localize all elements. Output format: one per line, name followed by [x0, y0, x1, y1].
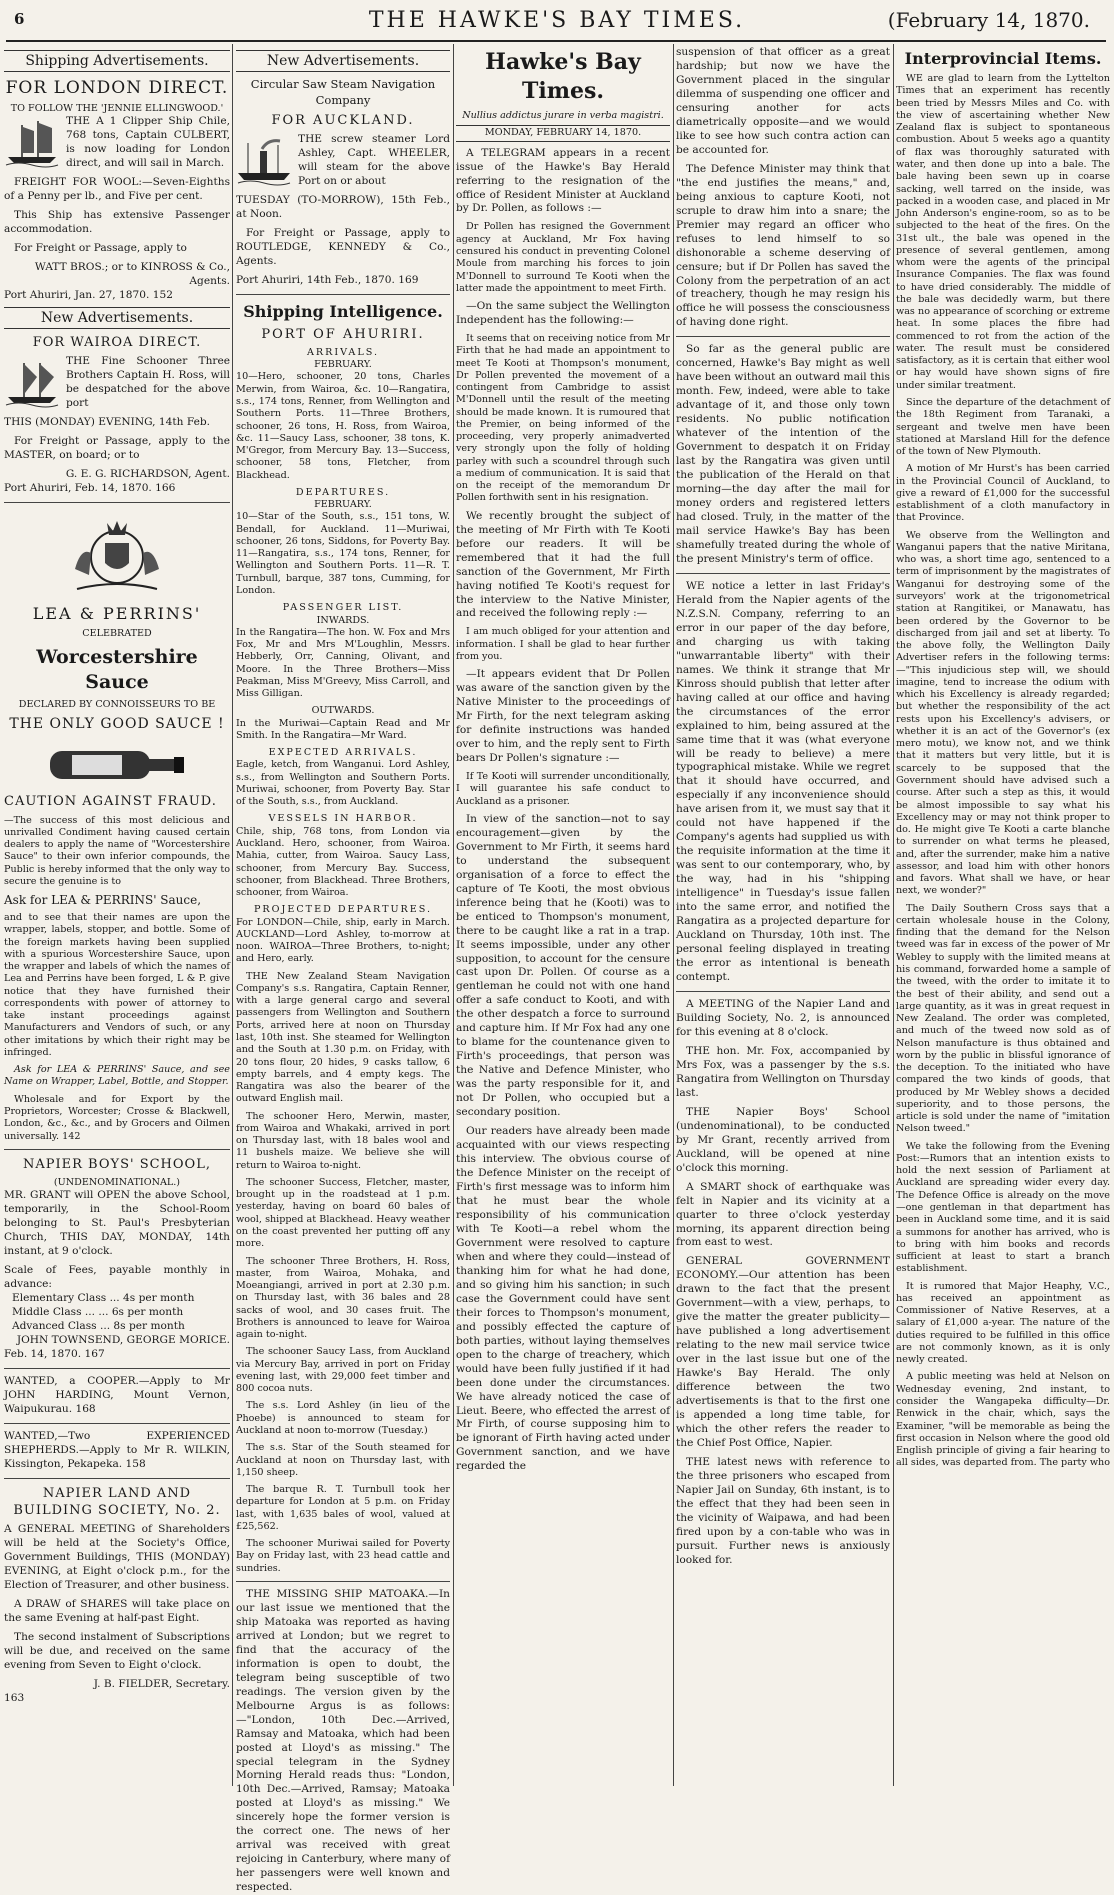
news-item: The s.s. Star of the South steamed for Auckland at noon on Thursday last, with 1,150 sheep.	[236, 1442, 450, 1478]
lp-name: LEA & PERRINS'	[32, 604, 202, 624]
editorial-para: WE notice a letter in last Friday's Herald from the Napier agents of the N.Z.S.N. Company, referring to an error in our paper of the day before, and charging us with taking "unwarrantable liberty" with their names. We think it strange that Mr Kinross should publish that letter after having called at our office and having the circumstances of the error explained to him, being assured at the same time that it was (what everyone will be ready to believe) a mere typographical mistake. While we regret that it should have occurred, and especially if any inconvenience should have arisen from it, we must say that it could not have happened if the Company's agents had supplied us with the requisite information at the time it was sent to our contemporary, who, by the way, had in his "shipping intelligence" in Tuesday's issue fallen into the same error, and notified the Rangatira as a projected departure for Auckland on Thursday, 10th inst. The personal feeling displayed in treating the error as intentional is beneath contempt.	[676, 579, 890, 983]
land-instalment: The second instalment of Subscriptions will be due, and received on the same evening from Seven to Eight o'clock.	[4, 1630, 230, 1671]
fee-row: Middle Class ... ... 6s per month	[12, 1305, 184, 1318]
land-body: A GENERAL MEETING of Shareholders will be held at the Society's Office, Government Buildings, THIS (MONDAY) EVENING, at Eight o'clock p.m., for the Election of Treasurer, and other business.	[4, 1522, 230, 1591]
london-ad-agents: WATT BROS.; or to KINROSS & Co., Agents.	[34, 260, 230, 287]
lp-celebrated: CELEBRATED	[82, 628, 152, 640]
london-ad-apply: For Freight or Passage, apply to	[14, 241, 187, 254]
local-item: A MEETING of the Napier Land and Building Society, No. 2, is announced for this evening at 8 o'clock.	[676, 997, 890, 1038]
fee-row: Elementary Class ... 4s per month	[12, 1291, 195, 1304]
editorial-date: MONDAY, FEBRUARY 14, 1870.	[456, 125, 670, 141]
outwards-list: In the Muriwai—Captain Read and Mr Smith. In the Rangatira—Mr Ward.	[236, 717, 450, 741]
interprovincial-title: Interprovincial Items.	[904, 49, 1102, 68]
projected-list: For LONDON—Chile, ship, early in March. AUCKLAND—Lord Ashley, to-morrow at noon. WAIROA—Three Brothers, to-night; and Hero, early.	[236, 916, 450, 965]
news-item: The barque R. T. Turnbull took her departure for London at 5 p.m. on Friday last, with 1,635 bales of wool, valued at £25,562.	[236, 1484, 450, 1532]
lp-ask: Ask for LEA & PERRINS' Sauce,	[4, 893, 202, 908]
column-divider	[453, 44, 454, 1786]
csn-body: THE screw steamer Lord Ashley, Capt. WHEELER, will steam for the above Port on or about	[298, 132, 450, 187]
expected-heading: EXPECTED ARRIVALS.	[268, 747, 418, 759]
divider	[676, 991, 890, 992]
news-item: The schooner Saucy Lass, from Auckland via Mercury Bay, arrived in port on Friday evening last, with 29,000 feet timber and 800 cocoa nuts.	[236, 1346, 450, 1395]
motto: Nullius addictus jurare in verba magistri.	[462, 110, 664, 122]
departures-month: FEBRUARY.	[314, 499, 372, 511]
editorial-para: suspension of that officer as a great hardship; but now we have the Government placed in the singular dilemma of suspending one officer and censuring another for acts diametrically opposite—and we would like to see how such contra action can be accounted for.	[676, 46, 890, 156]
school-fees	[4, 1292, 230, 1334]
departures-heading: DEPARTURES.	[295, 486, 391, 498]
masthead-rule	[6, 40, 1106, 42]
interprovincial-item: We observe from the Wellington and Wanganui papers that the native Miritana, who was, a short time ago, sentenced to a term of imprisonment by the magistrates of Wanganui for destroying some of the surveyors' work at the trigonometrical station at Rangitikei, or Manawatu, has been ordered by the Governor to be discharged from jail and set at liberty. To the above folly, the Wellington Daily Advertiser refers in the following terms:—"This injudicious step will, we should imagine, tend to increase the odium with which his Excellency is already regarded; but whether the responsibility of the act rests upon his Excellency's advisers, or whether it is an act of the Governor's (ex mero motu), we know not, and we think that it matters but very little, but it is scarcely to be supposed that the Government should have advised such a course. After such a step as this, it would be almost impossible to say what his Excellency may or may not think proper to do. He might give Te Kooti a carte blanche to surrender on what terms he pleased, and, after the surrender, make him a native assessor, and load him with other honors and favors. What shall we have, or hear next, we wonder?"	[896, 529, 1110, 897]
school-heading: NAPIER BOYS' SCHOOL,	[23, 1156, 211, 1172]
editorial-para: We recently brought the subject of the meeting of Mr Firth with Te Kooti before our readers. It will be remembered that it had the full sanction of the Government, Mr Firth having notified Te Kooti's request for the interview to the Native Minister, and received the following reply :—	[456, 509, 670, 620]
csn-for: FOR AUCKLAND.	[271, 112, 415, 128]
london-ad-freight: FREIGHT FOR WOOL:—Seven-Eighths of a Penny per lb., and Five per cent.	[4, 176, 230, 203]
land-heading: NAPIER LAND AND BUILDING SOCIETY, No. 2.	[13, 1485, 221, 1518]
london-ad-sub: TO FOLLOW THE 'JENNIE ELLINGWOOD.'	[10, 102, 224, 114]
news-item: The schooner Success, Fletcher, master, brought up in the roadstead at 1 p.m. yesterday, having on board 60 bales of wool, shipped at Blackhead. Heavy weather on the coast prevented her putting off any more.	[236, 1176, 450, 1250]
wairoa-ad-when: THIS (MONDAY) EVENING, 14th Feb.	[4, 416, 211, 429]
expected-list: Eagle, ketch, from Wanganui. Lord Ashley, s.s., from Wellington and Southern Ports. Muriwai, schooner, from Poverty Bay. Star of the South, s.s., from Auckland.	[236, 759, 450, 808]
page-number: 6	[14, 10, 25, 28]
csn-when: TUESDAY (TO-MORROW), 15th Feb., at Noon.	[236, 193, 450, 220]
steamer-icon	[236, 135, 292, 185]
divider	[4, 1149, 230, 1150]
harbor-heading: VESSELS IN HARBOR.	[268, 813, 418, 825]
wairoa-ad-apply: For Freight or Passage, apply to the MASTER, on board; or to	[4, 435, 230, 462]
editorial-para: —It appears evident that Dr Pollen was aware of the sanction given by the Native Minister to the proceedings of Mr Firth, for the next telegram asking for definite instructions was handed over to him, and the reply sent to Firth bears Dr Pollen's signature :—	[456, 668, 670, 765]
arrivals-month: FEBRUARY.	[314, 359, 372, 371]
interprovincial-item: A public meeting was held at Nelson on Wednesday evening, 2nd instant, to consider the Wangapeka difficulty—Dr. Renwick in the chair, which, says the Examiner, "will be memorable as being the first occasion in Nelson where the good old English principle of giving a fair hearing to all sides, was departed from. The party who	[896, 1371, 1110, 1469]
section-heading: New Advertisements.	[4, 307, 230, 329]
column-1	[4, 46, 230, 1786]
inwards-heading: INWARDS.	[316, 614, 370, 626]
shipping-intelligence-title: Shipping Intelligence.	[243, 301, 443, 321]
column-divider	[673, 44, 674, 1786]
local-item: A SMART shock of earthquake was felt in Napier and its vicinity at a quarter to three o'clock yesterday morning, its apparent direction being from east to west.	[676, 1180, 890, 1249]
harbor-list: Chile, ship, 768 tons, from London via Auckland. Hero, schooner, from Wairoa. Mahia, cutter, from Wairoa. Saucy Lass, schooner, from Mercury Bay. Success, schooner, from Blackhead. Three Brothers, schooner, from Wairoa.	[236, 825, 450, 899]
outwards-heading: OUTWARDS.	[311, 705, 375, 717]
arrivals-heading: ARRIVALS.	[306, 346, 380, 358]
masthead	[0, 0, 1114, 40]
local-item: GENERAL GOVERNMENT ECONOMY.—Our attention has been drawn to the fact that the present Government—with a view, perhaps, to give the matter the greater publicity—have published a long advertisement relating to the new mail service twice over in the last issue but one of the Hawke's Bay Herald. The only difference between the two advertisements is that to the first one is appended a long time table, for which the other refers the reader to the Chief Post Office, Napier.	[676, 1255, 890, 1450]
news-item: The schooner Muriwai sailed for Poverty Bay on Friday last, with 23 head cattle and sundries.	[236, 1538, 450, 1574]
section-heading: Shipping Advertisements.	[4, 50, 230, 72]
london-ad-body: THE A 1 Clipper Ship Chile, 768 tons, Captain CULBERT, is now loading for London direct, and will sail in March.	[66, 115, 230, 170]
local-item: THE Napier Boys' School (undenominational), to be conducted by Mr Grant, recently arrived from Auckland, will be opened at nine o'clock this morning.	[676, 1105, 890, 1174]
land-footer: 163	[4, 1691, 25, 1704]
lp-caution: CAUTION AGAINST FRAUD.	[4, 794, 217, 810]
divider	[236, 1581, 450, 1582]
cooper-ad: WANTED, a COOPER.—Apply to Mr JOHN HARDING, Mount Vernon, Waipukurau. 168	[4, 1374, 230, 1415]
ship-icon	[4, 117, 60, 167]
london-ad-heading: FOR LONDON DIRECT.	[5, 78, 229, 99]
interprovincial-item: It is rumored that Major Heaphy, V.C., has received an appointment as Commissioner of Native Reserves, at a salary of £1,000 a-year. The nature of the duties required to be fulfilled in this office are not commonly known, as it is only newly created.	[896, 1280, 1110, 1366]
school-body: MR. GRANT will OPEN the above School, temporarily, in the School-Room belonging to St. Paul's Presbyterian Church, THIS DAY, MONDAY, 14th instant, at 9 o'clock.	[4, 1189, 230, 1258]
editorial-quote: It seems that on receiving notice from Mr Firth that he had made an appointment to meet Te Kooti at Thompson's monument, Dr Pollen prevented the movement of a contingent from Cambridge to assist M'Donnell until the result of the meeting should be made known. It is rumoured that the Premier, on being informed of the proceeding, very properly animadverted very strongly upon the folly of holding parley with such a scoundrel through such a medium of communication. It is said that on the receipt of the memorandum Dr Pollen forthwith sent in his resignation.	[456, 332, 670, 504]
school-fees-title: Scale of Fees, payable monthly in advance:	[4, 1264, 230, 1290]
editorial-quote: If Te Kooti will surrender unconditionally, I will guarantee his safe conduct to Auckland as a prisoner.	[456, 771, 670, 807]
divider	[4, 502, 230, 503]
land-sign: J. B. FIELDER, Secretary.	[93, 1677, 230, 1690]
masthead-title: THE HAWKE'S BAY TIMES.	[368, 8, 746, 33]
shipping-news	[236, 971, 450, 1575]
land-draw: A DRAW of SHARES will take place on the same Evening at half-past Eight.	[4, 1597, 230, 1624]
port-heading: PORT OF AHURIRI.	[261, 326, 425, 342]
royal-crest-icon	[57, 509, 177, 599]
lp-wholesale: Wholesale and for Export by the Proprietors, Worcester; Crosse & Blackwell, London, &c., &c., and by Grocers and Oilmen universally. 142	[4, 1093, 230, 1142]
arrivals-list: 10—Hero, schooner, 20 tons, Charles Merwin, from Wairoa, &c. 10—Rangatira, s.s., 174 tons, Renner, from Wellington and Southern Ports. 11—Three Brothers, schooner, 26 tons, H. Ross, from Wairoa, &c. 11—Saucy Lass, schooner, 38 tons, K. M'Gregor, from Mercury Bay. 13—Success, schooner, 58 tons, Fletcher, from Blackhead.	[236, 371, 450, 481]
passenger-heading: PASSENGER LIST.	[282, 602, 404, 614]
news-item: The schooner Three Brothers, H. Ross, master, from Wairoa, Mohaka, and Moeangiangi, arrived in port at 2.30 p.m. on Thursday last, with 36 bales and 28 sacks of wool, and 30 cases fruit. The Brothers is announced to leave for Wairoa again to-night.	[236, 1255, 450, 1341]
lp-caution-body: —The success of this most delicious and unrivalled Condiment having caused certain dealers to apply the name of "Worcestershire Sauce" to their own inferior compounds, the Public is hereby informed that the only way to secure the genuine is to	[4, 814, 230, 887]
section-heading: New Advertisements.	[236, 50, 450, 72]
interprovincial-item: Since the departure of the detachment of the 18th Regiment from Taranaki, a sergeant and twelve men have been stationed at Marsland Hill for the defence of the town of New Plymouth.	[896, 397, 1110, 458]
column-divider	[232, 44, 233, 1786]
divider	[4, 1368, 230, 1369]
wairoa-ad-footer: Port Ahuriri, Feb. 14, 1870. 166	[4, 482, 176, 495]
divider	[4, 1478, 230, 1479]
school-footer: Feb. 14, 1870. 167	[4, 1347, 105, 1360]
divider	[236, 294, 450, 295]
editorial-quote: Dr Pollen has resigned the Government agency at Auckland, Mr Fox having censured his conduct in preventing Colonel Moule from marching his forces to join M'Donnell to surround Te Kooti when the latter made the appointment to meet Firth.	[456, 221, 670, 294]
inwards-list: In the Rangatira—The hon. W. Fox and Mrs Fox, Mr and Mrs M'Loughlin, Messrs. Hebberly, Orr, Canning, Olivant, and Moore. In the Three Brothers—Miss Peakman, Miss M'Greevy, Miss Carroll, and Miss Gilligan.	[236, 626, 450, 700]
local-item: THE latest news with reference to the three prisoners who escaped from Napier Jail on Sunday, 6th instant, is to the effect that they had been seen in the vicinity of Waipawa, and had been fired upon by a con-table who was in pursuit. Further news is anxiously looked for.	[676, 1456, 890, 1566]
wairoa-ad-heading: FOR WAIROA DIRECT.	[32, 335, 202, 351]
divider	[676, 573, 890, 574]
missing-ship-article: THE MISSING SHIP MATOAKA.—In our last issue we mentioned that the ship Matoaka was reported as having arrived at London; but we regret to find that the accuracy of the information is open to doubt, the telegram being susceptible of two readings. The version given by the Melbourne Argus is as follows:—"London, 10th Dec.—Arrived, Ramsay and Matoaka, which had been posted at Lloyd's as missing." The special telegram in the Sydney Morning Herald reads thus: "London, 10th Dec.—Arrived, Ramsay; Matoaka posted at Lloyd's as missing." We sincerely hope the former version is the correct one. The news of her arrival was received with great rejoicing in Canterbury, where many of her passengers were well known and respected.	[236, 1587, 450, 1894]
school-sub: (UNDENOMINATIONAL.)	[53, 1176, 181, 1188]
column-3	[456, 46, 670, 1786]
lp-ask-body: and to see that their names are upon the wrapper, labels, stopper, and bottle. Some of the foreign markets having been supplied with a spurious Worcestershire Sauce, upon the wrapper and labels of which the names of Lea and Perrins have been forged, L & P. give notice that they have furnished their correspondents with power of attorney to take instant proceedings against Manufacturers and Vendors of such, or any other imitations by which their right may be infringed.	[4, 911, 230, 1058]
column-2	[236, 46, 450, 1894]
wairoa-ad-body: THE Fine Schooner Three Brothers Captain H. Ross, will be despatched for the above port	[66, 355, 230, 410]
editorial-quote: I am much obliged for your attention and information. I shall be glad to hear further from you.	[456, 626, 670, 662]
divider	[676, 336, 890, 337]
csn-apply: For Freight or Passage, apply to ROUTLEDGE, KENNEDY & Co., Agents.	[236, 226, 450, 267]
column-4	[676, 46, 890, 1786]
csn-heading: Circular Saw Steam Navigation Company	[250, 77, 436, 107]
editorial-para: In view of the sanction—not to say encouragement—given by the Government to Mr Firth, it seems hard to understand the subsequent organisation of a force to effect the capture of Te Kooti, the most obvious inference being that he (Kooti) was to be enticed to Thompson's monument, there to be caught like a rat in a trap. It seems impossible, under any other supposition, to account for the censure cast upon Dr. Pollen. Of course as a gentleman he could not with one hand offer a safe conduct to Kooti, and with the other despatch a force to surround and capture him. If Mr Fox had any one to blame for the countenance given to Firth's proceedings, that person was the Native and Defence Minister, who was the party responsible for it, and not Dr Pollen, who occupied but a secondary position.	[456, 812, 670, 1119]
projected-heading: PROJECTED DEPARTURES.	[253, 904, 433, 916]
masthead-date: (February 14, 1870.	[887, 8, 1090, 32]
interprovincial-item: The Daily Southern Cross says that a certain wholesale house in the Colony, finding that the demand for the Nelson tweed was far in excess of the power of Mr Webley to supply with the limited means at his command, forwarded home a sample of the tweed, with the order to imitate it to the best of their ability, and send out a large quantity, as it was in great request in New Zealand. The order was completed, and much of the tweed now sold as of Nelson manufacture is thus obtained and worn by the public in blissful ignorance of the deception. To the initiated who have compared the two kinds of goods, that produced by Mr Webley shows a decided superiority, and to those persons, the article is sold under the name of "imitation Nelson tweed."	[896, 902, 1110, 1135]
local-item: THE hon. Mr. Fox, accompanied by Mrs Fox, was a passenger by the s.s. Rangatira from Wellington on Thursday last.	[676, 1044, 890, 1099]
column-divider	[893, 44, 894, 1786]
editorial-para: A TELEGRAM appears in a recent issue of the Hawke's Bay Herald referring to the resignation of the office of Resident Minister at Auckland by Dr. Pollen, as follows :—	[456, 146, 670, 215]
editorial-para: Our readers have already been made acquainted with our views respecting this interview. The obvious course of the Defence Minister on the receipt of Firth's first message was to inform him that he must bear the whole responsibility of his communication with Te Kooti—a rebel whom the Government were resolved to capture when and where they could—instead of thanking him for what he had done, and so giving him his sanction; in such case the Government could have sent their forces to Thompson's monument, and possibly effected the capture of both parties, without laying themselves open to the charge of treachery, which would have been fully justified if it had been done under the circumstances. We have already noticed the case of Lieut. Beere, who effected the arrest of Mr Firth, of course supposing him to be ignorant of Firth having acted under Government sanction, and we have regarded the	[456, 1125, 670, 1473]
column-5	[896, 46, 1110, 1786]
lp-declared: DECLARED BY CONNOISSEURS TO BE	[18, 698, 216, 710]
news-item: The s.s. Lord Ashley (in lieu of the Phoebe) is announced to steam for Auckland at noon to-morrow (Tuesday.)	[236, 1400, 450, 1436]
lp-sauce: Worcestershire Sauce	[36, 645, 198, 693]
interprovincial-item: WE are glad to learn from the Lyttelton Times that an experiment has recently been tried by Messrs Miles and Co. with the view of ascertaining whether New Zealand flax is subject to spontaneous combustion. About 5 weeks ago a quantity of flax was thoroughly saturated with water, and then done up into a bale. The bale having been sewn up in coarse sacking, well tarred on the inside, was packed in a wooden case, and placed in Mr John Anderson's engine-room, so as to be subjected to the heat of the fires. On the 31st ult., the bale was opened in the presence of several gentlemen, among whom were the agents of the principal Insurance Companies. The flax was found to have dried considerably. The middle of the bale was decidedly warm, but there was no appearance of scorching or extreme heat. In some places the fibre had commenced to rot from the action of the water. The result must be considered satisfactory, as it is certain that either wool or hay would have shown signs of fire under similar treatment.	[896, 73, 1110, 391]
lp-only-good: THE ONLY GOOD SAUCE !	[9, 715, 225, 732]
lp-ask-again: Ask for LEA & PERRINS' Sauce, and see Name on Wrapper, Label, Bottle, and Stopper.	[4, 1064, 230, 1088]
london-ad-passengers: This Ship has extensive Passenger accommodation.	[4, 208, 230, 235]
london-ad-footer: Port Ahuriri, Jan. 27, 1870. 152	[4, 288, 173, 301]
csn-footer: Port Ahuriri, 14th Feb., 1870. 169	[236, 273, 419, 286]
editorial-para: —On the same subject the Wellington Independent has the following:—	[456, 300, 670, 326]
editorial-para: The Defence Minister may think that "the end justifies the means," and, being anxious to capture Kooti, not scruple to draw him into a snare; the Premier may regard an officer who refuses to lend himself to so dishonorable a scheme deserving of censure; but if Dr Pollen has saved the Colony from the perpetration of an act of treachery, though he may resign his office he will possess the consciousness of having done right.	[676, 162, 890, 329]
interprovincial-item: We take the following from the Evening Post:—Rumors that an intention exists to hold the next session of Parliament at Auckland are spreading wider every day. The Defence Office is already on the move—one gentleman in that department has been in Auckland some time, and it is said a summons for another has arrived, who is to bring with him books and records sufficient at least to start a branch establishment.	[896, 1140, 1110, 1275]
wairoa-ad-agent: G. E. G. RICHARDSON, Agent.	[65, 468, 230, 481]
news-item: The schooner Hero, Merwin, master, from Wairoa and Whakaki, arrived in port on Thursday last, with 18 bales wool and 11 bushels maize. We believe she will return to Wairoa to-night.	[236, 1110, 450, 1171]
ship-icon	[4, 357, 60, 407]
paper-title: Hawke's Bay Times.	[485, 49, 641, 105]
news-item: THE New Zealand Steam Navigation Company's s.s. Rangatira, Captain Renner, with a large general cargo and several passengers from Wellington and Southern Ports, arrived here at noon on Thursday last, 10th inst. She steamed for Wellington and the South at 1.30 p.m. on Friday, with 20 tons flour, 20 hides, 9 casks tallow, 6 empty barrels, and 4 empty kegs. The Rangatira was also the bearer of the outward English mail.	[236, 970, 450, 1105]
school-sign: JOHN TOWNSEND, GEORGE MORICE.	[16, 1333, 230, 1346]
interprovincial-item: A motion of Mr Hurst's has been carried in the Provincial Council of Auckland, to give a reward of £1,000 for the successful establishment of a cloth manufactory in that Province.	[896, 463, 1110, 524]
sauce-bottle-icon	[42, 737, 192, 789]
shepherds-ad: WANTED,—Two EXPERIENCED SHEPHERDS.—Apply to Mr R. WILKIN, Kissington, Pekapeka. 158	[4, 1429, 230, 1470]
departures-list: 10—Star of the South, s.s., 151 tons, W. Bendall, for Auckland. 11—Muriwai, schooner, 26 tons, Siddons, for Poverty Bay. 11—Rangatira, s.s., 174 tons, Renner, for Wellington and Southern Ports. 11—R. T. Turnbull, barque, 387 tons, Cumming, for London.	[236, 511, 450, 596]
fee-row: Advanced Class ... 8s per month	[12, 1319, 185, 1332]
editorial-para: So far as the general public are concerned, Hawke's Bay might as well have been without an outward mail this month. Few, indeed, were able to take advantage of it, and those only town residents. No public notification whatever of the intention of the Government to despatch it on Friday last by the Rangatira was given until the publication of the Herald on that morning—the day after the mail for money orders and registered letters had closed. Truly, in the matter of the mail service Hawke's Bay has been shamefully treated during the whole of the present Ministry's term of office.	[676, 343, 890, 565]
divider	[4, 1423, 230, 1424]
